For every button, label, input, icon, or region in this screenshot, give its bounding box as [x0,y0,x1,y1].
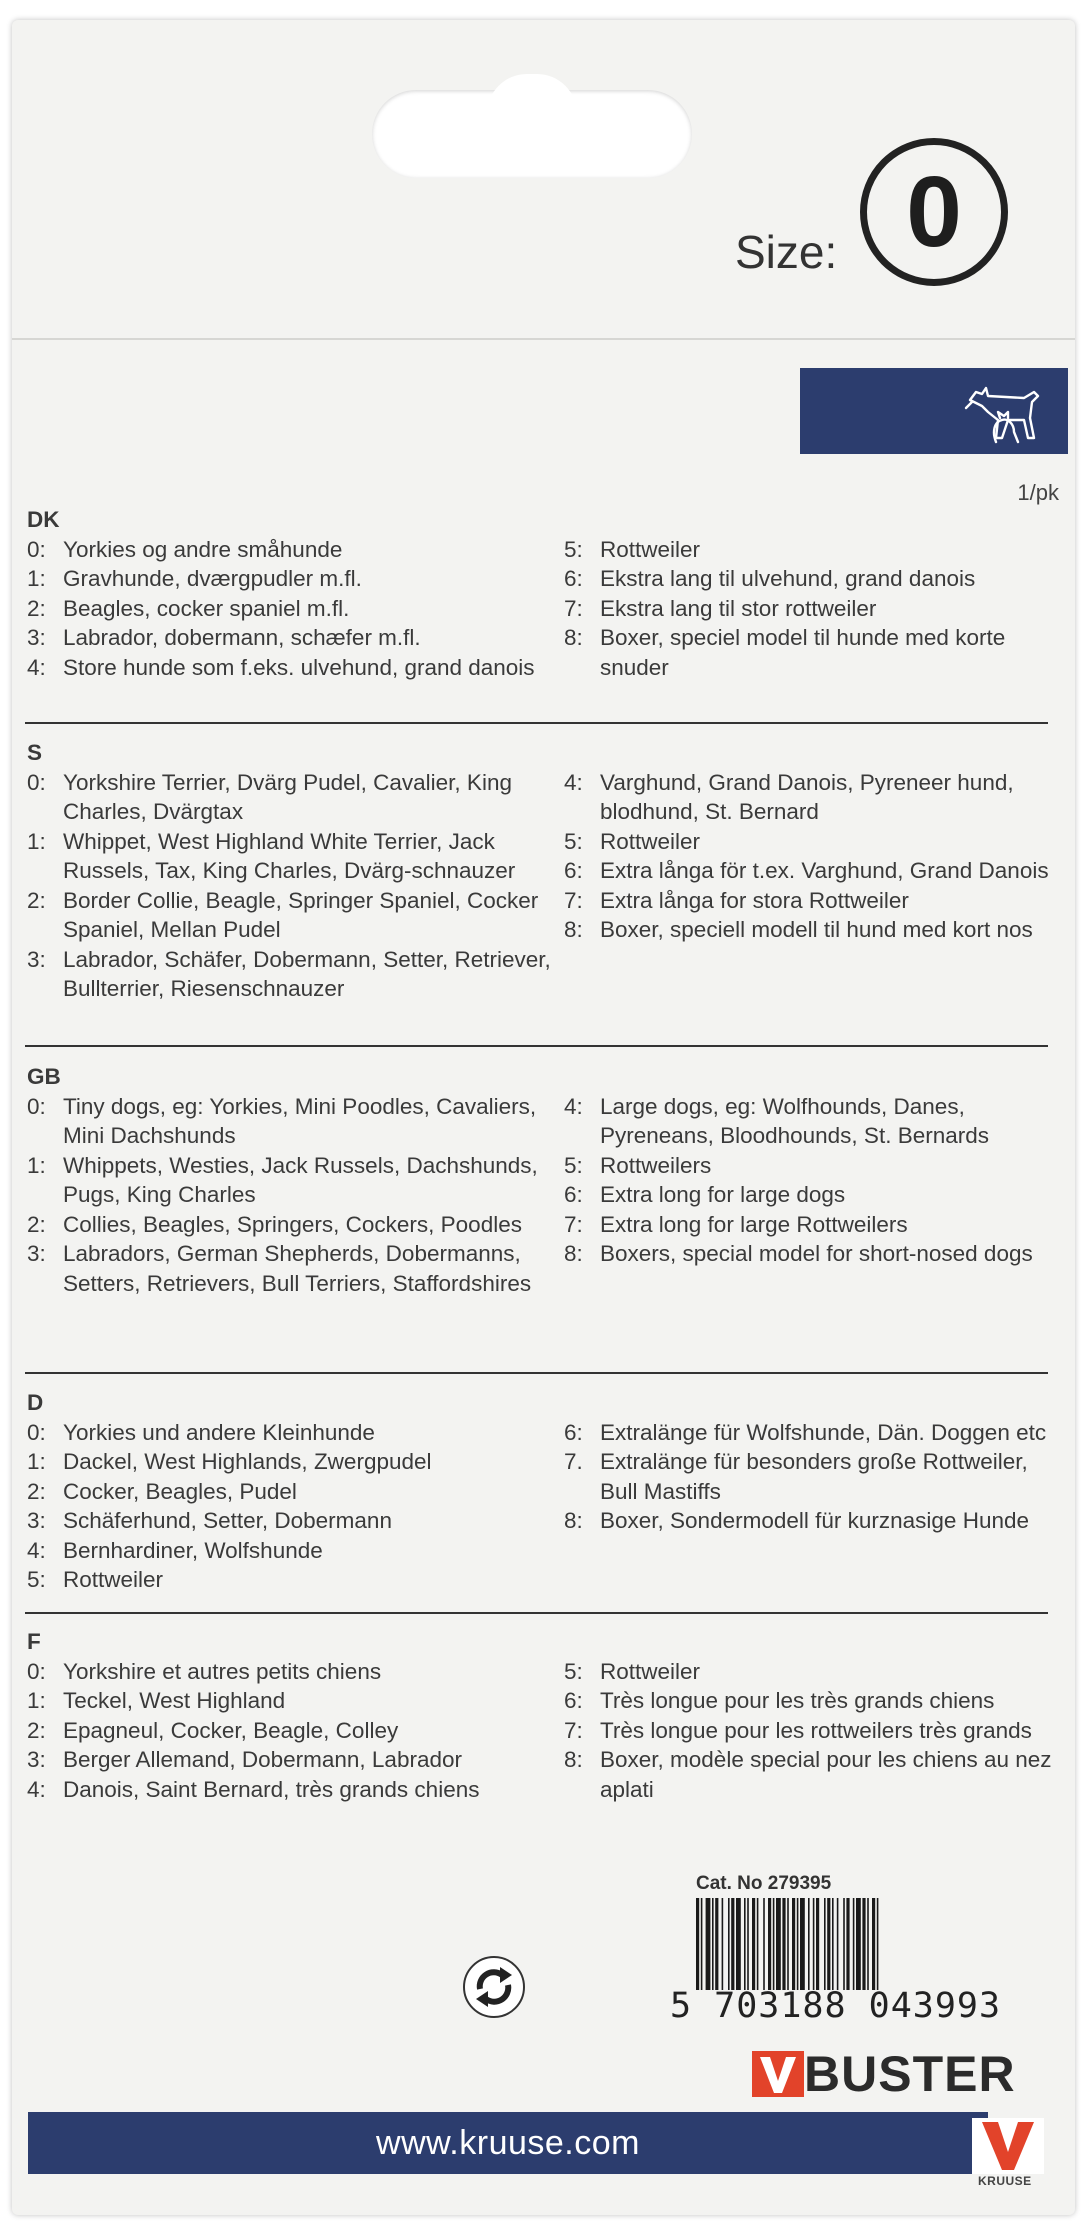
breed-description: Labrador, dobermann, schæfer m.fl. [63,625,421,650]
breed-description: Whippet, West Highland White Terrier, Jack Russels, Tax, King Charles, Dvärg-schnauzer [63,828,516,883]
breed-description: Whippets, Westies, Jack Russels, Dachshunds, Pugs, King Charles [63,1152,538,1207]
size-number: 5: [564,1658,583,1684]
language-code: D [27,1390,44,1415]
catalog-number: Cat. No 279395 [696,1873,832,1894]
breed-description: Boxer, modèle special pour les chiens au nez aplati [600,1747,1052,1802]
size-number: 3: [27,1747,46,1772]
breed-description: Danois, Saint Bernard, très grands chiens [63,1776,480,1802]
size-item [564,1210,1064,1240]
left-column [27,1092,552,1299]
breed-description: Rottweiler [63,1567,164,1592]
breed-description: Rottweiler [600,828,701,854]
pet-banner [800,368,1068,454]
size-label: Size: [735,226,838,278]
size-item [564,1447,1064,1506]
size-number: 1: [27,828,46,854]
language-code: DK [27,507,60,532]
size-number: 0: [27,536,46,562]
breed-description: Yorkshire et autres petits chiens [63,1658,382,1684]
size-item [27,886,552,945]
size-number: 2: [27,887,46,913]
breed-description: Boxer, speciel model til hunde med korte snuder [600,625,1006,680]
breed-description: Epagneul, Cocker, Beagle, Colley [63,1717,399,1743]
size-number: 2: [27,1717,46,1743]
barcode-number: 5 703188 043993 [670,1986,1002,2026]
size-number: 3: [27,946,46,972]
recycle-icon [462,1955,526,2019]
size-value: 0 [906,156,962,268]
size-item [27,1506,552,1536]
breed-description: Yorkies og andre småhunde [63,536,343,562]
size-number: 2: [27,1211,46,1237]
size-number: 4: [27,1776,46,1802]
size-item [27,1775,552,1805]
breed-description: Border Collie, Beagle, Springer Spaniel, Cocker Spaniel, Mellan Pudel [63,887,539,942]
size-number: 7: [564,595,583,621]
brand-logo [752,2045,1016,2103]
size-item [27,535,552,565]
size-item [27,768,552,827]
language-code: F [27,1629,41,1654]
breed-description: Yorkies und andere Kleinhunde [63,1419,375,1445]
size-number: 4: [27,1537,46,1563]
size-item [27,1686,552,1716]
breed-description: Dackel, West Highlands, Zwergpudel [63,1449,432,1474]
size-number: 1: [27,1688,46,1713]
size-badge [860,138,1008,286]
size-item [27,1151,552,1210]
breed-description: Labrador, Schäfer, Dobermann, Setter, Retriever, Bullterrier, Riesenschnauzer [63,946,551,1001]
size-number: 0: [27,1093,46,1119]
brand-name: BUSTER [804,2046,1016,2102]
website-url: www.kruuse.com [376,2123,640,2162]
breed-description: Schäferhund, Setter, Dobermann [63,1508,392,1533]
breed-description: Boxers, special model for short-nosed dogs [600,1241,1033,1266]
size-number: 3: [27,1241,46,1266]
size-item [564,1657,1064,1687]
size-number: 5: [27,1567,46,1592]
breed-description: Très longue pour les très grands chiens [600,1688,995,1713]
size-item [27,1565,552,1595]
size-number: 6: [564,566,583,591]
section-dk [27,505,1042,680]
size-item [564,856,1064,886]
size-number: 1: [27,1449,46,1474]
left-column [27,1418,552,1595]
size-number: 6: [564,858,583,883]
size-number: 8: [564,1747,583,1772]
size-number: 8: [564,1241,583,1266]
kruuse-wordmark: KRUUSE [978,2174,1032,2188]
size-item [564,535,1064,565]
size-number: 6: [564,1182,583,1207]
size-number: 7. [564,1449,583,1474]
right-column [564,1418,1064,1536]
size-item [564,1239,1064,1269]
size-number: 3: [27,625,46,650]
breed-description: Boxer, speciell modell til hund med kort nos [600,917,1033,942]
right-column [564,768,1064,945]
size-item [27,1418,552,1448]
right-column [564,1092,1064,1269]
breed-description: Rottweiler [600,536,701,562]
breed-description: Extra long for large dogs [600,1182,846,1207]
breed-description: Ekstra lang til ulvehund, grand danois [600,566,976,591]
size-item [564,827,1064,857]
size-number: 8: [564,625,583,650]
breed-description: Large dogs, eg: Wolfhounds, Danes, Pyreneans, Bloodhounds, St. Bernards [600,1093,989,1148]
breed-description: Varghund, Grand Danois, Pyreneer hund, blodhund, St. Bernard [600,769,1014,824]
size-item [564,1686,1064,1716]
size-number: 7: [564,1717,583,1743]
hang-hole [372,90,692,178]
breed-description: Extra long for large Rottweilers [600,1211,908,1237]
size-number: 7: [564,1211,583,1237]
size-number: 8: [564,1508,583,1533]
breed-description: Rottweiler [600,1658,701,1684]
breed-description: Cocker, Beagles, Pudel [63,1478,297,1504]
size-item [564,1745,1064,1804]
footer-bar [28,2112,988,2174]
breed-description: Ekstra lang til stor rottweiler [600,595,877,621]
size-number: 2: [27,595,46,621]
size-number: 4: [564,1093,583,1119]
size-item [27,623,552,653]
section-divider [25,1045,1048,1047]
size-number: 3: [27,1508,46,1533]
size-item [27,1092,552,1151]
size-item [564,1716,1064,1746]
breed-description: Très longue pour les rottweilers très grands [600,1717,1032,1743]
breed-description: Labradors, German Shepherds, Dobermanns, Setters, Retrievers, Bull Terriers, Staffordshires [63,1241,532,1296]
breed-description: Beagles, cocker spaniel m.fl. [63,595,350,621]
breed-description: Yorkshire Terrier, Dvärg Pudel, Cavalier, King Charles, Dvärgtax [63,769,512,824]
breed-description: Berger Allemand, Dobermann, Labrador [63,1747,462,1772]
quantity-label: 1/pk [1017,480,1059,505]
section-gb [27,1062,1042,1296]
size-number: 1: [27,1152,46,1178]
barcode [696,1898,1028,1990]
section-divider [25,1372,1048,1374]
breed-description: Rottweilers [600,1152,712,1178]
size-number: 6: [564,1419,583,1445]
right-column [564,535,1064,683]
section-d [27,1388,1047,1592]
size-number: 4: [564,769,583,795]
size-item [564,1180,1064,1210]
breed-description: Bernhardiner, Wolfshunde [63,1537,323,1563]
left-column [27,768,552,1004]
size-item [27,1447,552,1477]
size-item [27,1657,552,1687]
size-item [564,623,1064,682]
buster-v-logo-icon [752,2051,804,2097]
left-column [27,1657,552,1805]
size-item [564,1092,1064,1151]
section-s [27,738,1049,1001]
size-item [27,653,552,683]
size-item [27,1239,552,1298]
size-item [564,594,1064,624]
size-item [27,1716,552,1746]
size-item [27,564,552,594]
size-item [564,1418,1064,1448]
size-number: 7: [564,887,583,913]
size-number: 0: [27,1658,46,1684]
size-item [27,1536,552,1566]
language-code: S [27,740,43,765]
breed-description: Extra långa for stora Rottweiler [600,887,909,913]
fold-line [12,338,1075,340]
right-column [564,1657,1064,1805]
breed-description: Teckel, West Highland [63,1688,286,1713]
size-number: 5: [564,1152,583,1178]
breed-description: Collies, Beagles, Springers, Cockers, Poodles [63,1211,522,1237]
section-divider [25,1612,1048,1614]
section-f [27,1627,1052,1802]
size-item [27,594,552,624]
size-item [27,1477,552,1507]
section-divider [25,722,1048,724]
breed-description: Gravhunde, dværgpudler m.fl. [63,566,362,591]
size-number: 5: [564,536,583,562]
breed-description: Boxer, Sondermodell für kurznasige Hunde [600,1508,1029,1533]
breed-description: Extralänge für Wolfshunde, Dän. Doggen etc [600,1419,1047,1445]
size-item [564,1151,1064,1181]
breed-description: Tiny dogs, eg: Yorkies, Mini Poodles, Cavaliers, Mini Dachshunds [63,1093,537,1148]
size-number: 6: [564,1688,583,1713]
size-item [564,886,1064,916]
size-number: 8: [564,917,583,942]
language-code: GB [27,1064,61,1089]
dog-and-cat-icon [962,378,1046,444]
size-item [27,1210,552,1240]
size-item [564,564,1064,594]
breed-description: Extralänge für besonders große Rottweiler, Bull Mastiffs [600,1449,1028,1504]
size-number: 0: [27,769,46,795]
size-item [564,915,1064,945]
size-number: 5: [564,828,583,854]
breed-description: Store hunde som f.eks. ulvehund, grand danois [63,654,535,680]
size-item [564,1506,1064,1536]
size-item [27,945,552,1004]
left-column [27,535,552,683]
size-item [27,1745,552,1775]
size-item [564,768,1064,827]
size-number: 2: [27,1478,46,1504]
breed-description: Extra långa för t.ex. Varghund, Grand Danois [600,858,1049,883]
size-number: 0: [27,1419,46,1445]
size-number: 1: [27,566,46,591]
size-item [27,827,552,886]
size-number: 4: [27,654,46,680]
